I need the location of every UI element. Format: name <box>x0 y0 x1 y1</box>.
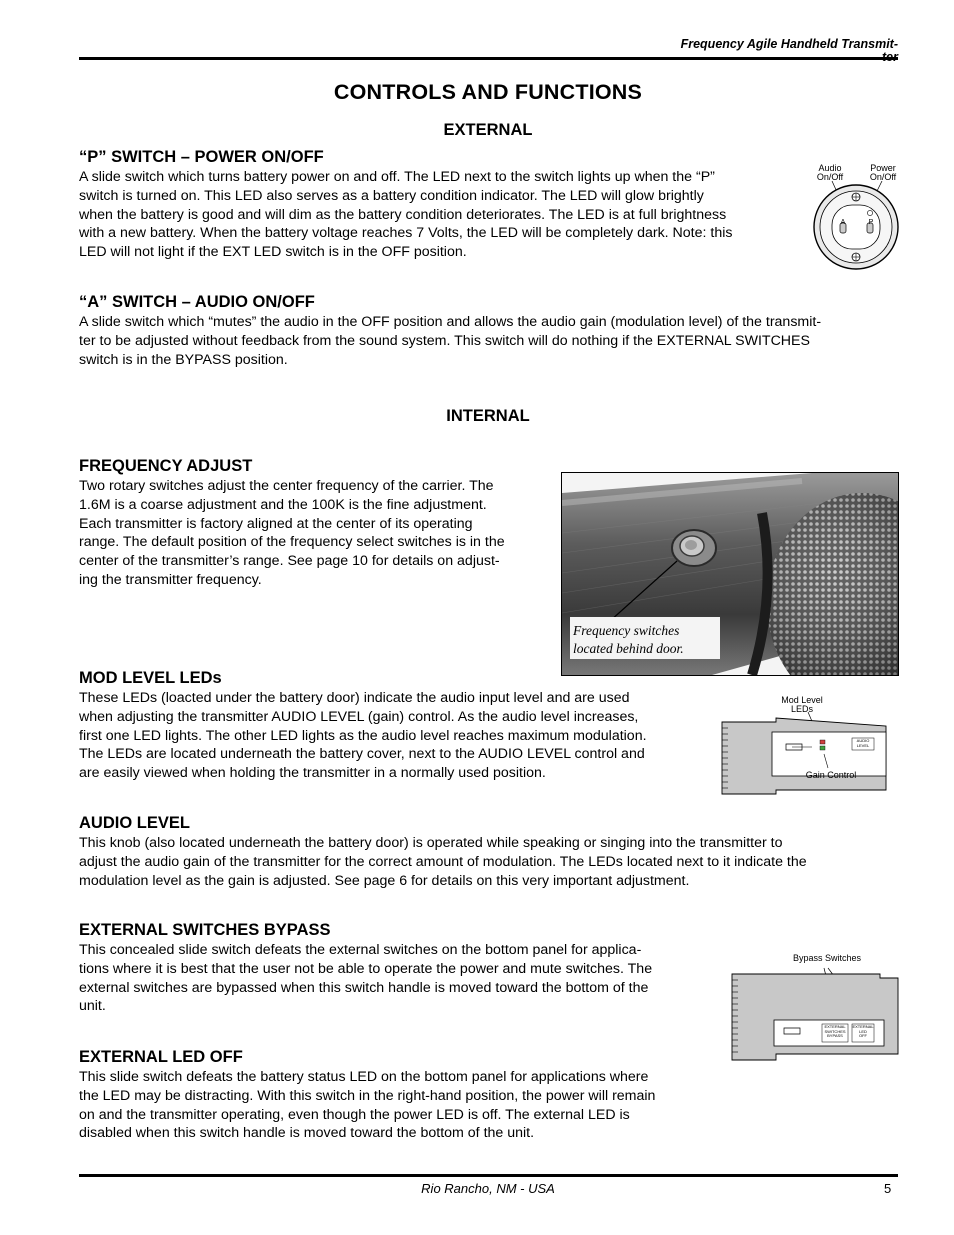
switch-label-line: SWITCHES <box>824 1028 846 1034</box>
bypass-switches-drawing <box>730 948 900 1066</box>
power-label-line: Power <box>870 163 896 173</box>
text-line: modulation level as the gain is adjusted. See page 6 for details on this very important adjustment. <box>79 872 690 889</box>
text-line: tions where it is best that the user not be able to operate the power and mute switches. The <box>79 960 653 977</box>
heading-frequency-adjust: FREQUENCY ADJUST <box>79 457 253 475</box>
text-line: 1.6M is a coarse adjustment and the 100K is the fine adjustment. <box>79 496 487 513</box>
bypass-switch-label <box>822 1025 848 1039</box>
text-line: A slide switch which turns battery power on and off. The LED next to the switch lights up when the “P” <box>79 169 715 185</box>
text-line: Two rotary switches adjust the center frequency of the carrier. The <box>79 478 494 494</box>
text-line: LED will not light if the EXT LED switch is in the OFF position. <box>79 244 467 261</box>
text-line: This knob (also located underneath the battery door) is operated while speaking or singing into the transmitter to <box>79 835 783 851</box>
audio-label-line: On/Off <box>816 172 844 182</box>
text-line: when the battery is good and will dim as the battery condition deteriorates. The LED is at full brightness <box>79 206 727 223</box>
switch-label-line: LED <box>859 1028 867 1034</box>
p-mark: P <box>868 219 874 226</box>
power-label-line: On/Off <box>869 172 897 182</box>
mod-label-line: LEDs <box>790 704 813 714</box>
text-line: on and the transmitter operating, even though the power LED is off. The external LED is <box>79 1106 630 1123</box>
heading-a-switch: “A” SWITCH – AUDIO ON/OFF <box>79 293 315 311</box>
switch-label-line: OFF <box>859 1033 867 1039</box>
mod-level-figure <box>716 694 900 796</box>
paragraph-audio-level <box>79 834 899 890</box>
heading-ext-bypass: EXTERNAL SWITCHES BYPASS <box>79 921 331 939</box>
heading-audio-level: AUDIO LEVEL <box>79 814 190 832</box>
text-line: Each transmitter is factory aligned at the center of its operating <box>79 515 473 532</box>
text-line: external switches are bypassed when this switch handle is moved toward the bottom of the <box>79 979 649 996</box>
text-line: These LEDs (loacted under the battery door) indicate the audio input level and are used <box>79 690 630 706</box>
text-line: switch is in the BYPASS position. <box>79 351 288 368</box>
text-line: range. The default position of the frequency select switches is in the <box>79 534 505 551</box>
text-line: center of the transmitter’s range. See page 10 for details on adjust- <box>79 553 500 570</box>
bypass-switches-label: Bypass Switches <box>792 953 862 963</box>
text-line: adjust the audio gain of the transmitter for the correct amount of modulation. The LEDs located next to it indicate the <box>79 853 807 870</box>
gain-control-label: Gain Control <box>805 770 857 780</box>
photo-caption <box>573 622 684 658</box>
text-line: switch is turned on. This LED also serves as a battery condition indicator. The LED will glow brightly <box>79 187 704 204</box>
text-line: This slide switch defeats the battery status LED on the bottom panel for applications where <box>79 1069 649 1085</box>
audio-label-line: Audio <box>818 163 842 173</box>
text-line: ing the transmitter frequency. <box>79 571 262 588</box>
header-rule <box>79 57 898 60</box>
paragraph-p-switch <box>79 168 809 262</box>
heading-ext-led-off: EXTERNAL LED OFF <box>79 1048 243 1066</box>
text-line: A slide switch which “mutes” the audio in the OFF position and allows the audio gain (modulation level) of the transmit- <box>79 314 822 330</box>
switch-label-line: BYPASS <box>827 1033 843 1039</box>
a-mark: A <box>840 219 846 226</box>
running-header-text: Frequency Agile Handheld Transmit- <box>680 37 898 51</box>
heading-p-switch: “P” SWITCH – POWER ON/OFF <box>79 148 324 166</box>
power-on-off-label <box>864 164 902 182</box>
paragraph-ext-led-off <box>79 1068 739 1143</box>
switch-label-line: EXTERNAL <box>824 1024 846 1029</box>
bypass-switches-figure <box>730 948 900 1066</box>
text-line: first one LED lights. The other LED lights as the audio level reaches maximum modulation. <box>79 727 647 744</box>
audio-level-panel-label <box>852 739 874 748</box>
text-line: with a new battery. When the battery voltage reaches 7 Volts, the LED will be completely dark. Note: this <box>79 225 733 242</box>
paragraph-frequency-adjust <box>79 477 555 590</box>
footer-location: Rio Rancho, NM - USA <box>421 1181 555 1196</box>
running-header <box>560 38 898 64</box>
section-title-internal: INTERNAL <box>446 407 530 425</box>
switch-label-line: EXTERNAL <box>852 1024 874 1029</box>
paragraph-ext-bypass <box>79 941 719 1016</box>
text-line: when adjusting the transmitter AUDIO LEVEL (gain) control. As the audio level increases, <box>79 708 639 725</box>
panel-label-line: AUDIO <box>856 738 870 743</box>
caption-line: Frequency switches <box>573 623 680 638</box>
text-line: unit. <box>79 998 106 1015</box>
text-line: the LED may be distracting. With this switch in the right-hand position, the power will remain <box>79 1087 656 1104</box>
heading-mod-level: MOD LEVEL LEDs <box>79 669 222 687</box>
caption-line: located behind door. <box>573 641 684 656</box>
panel-label-line: LEVEL <box>856 742 870 748</box>
page-number: 5 <box>884 1181 892 1196</box>
text-line: The LEDs are located underneath the battery cover, next to the AUDIO LEVEL control and <box>79 746 645 763</box>
led-off-switch-label <box>852 1025 874 1039</box>
switch-panel-drawing <box>806 181 902 273</box>
mod-label-line: Mod Level <box>781 695 823 705</box>
section-title-external: EXTERNAL <box>443 121 533 139</box>
text-line: This concealed slide switch defeats the external switches on the bottom panel for applica- <box>79 942 642 958</box>
page-title: CONTROLS AND FUNCTIONS <box>333 80 643 104</box>
audio-on-off-label <box>812 164 848 182</box>
footer-rule <box>79 1174 898 1177</box>
text-line: disabled when this switch handle is moved toward the bottom of the unit. <box>79 1125 535 1142</box>
text-line: ter to be adjusted without feedback from the sound system. This switch will do nothing if the EXTERNAL SWITCHES <box>79 332 810 349</box>
text-line: are easily viewed when holding the transmitter in a normally used position. <box>79 765 546 782</box>
paragraph-mod-level <box>79 689 719 783</box>
paragraph-a-switch <box>79 313 899 369</box>
switch-panel-figure <box>806 163 902 273</box>
